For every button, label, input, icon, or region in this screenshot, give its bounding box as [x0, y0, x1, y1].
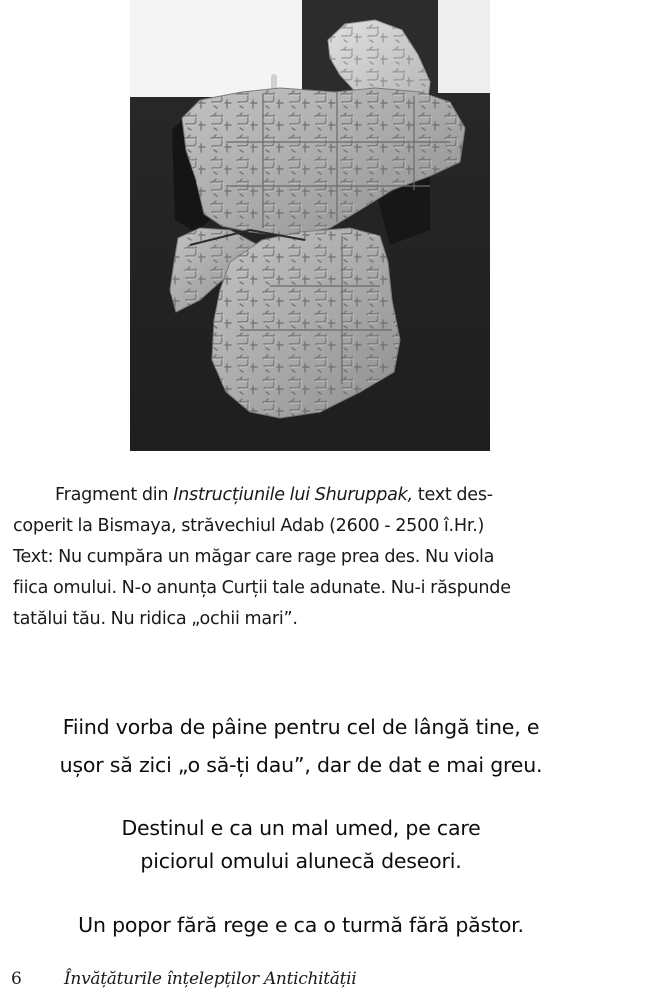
tablet-photo	[130, 0, 490, 451]
caption-line-4: fiica omului. N-o anunța Curții tale adunate. Nu-i răspunde	[13, 578, 511, 598]
quote-line: Un popor fără rege e ca o turmă fără păstor.	[78, 913, 524, 937]
caption-line-1	[13, 480, 593, 511]
cuneiform-tablet-image	[130, 0, 490, 451]
page-footer	[0, 963, 657, 995]
quote-line: ușor să zici „o să-ți dau”, dar de dat e mai greu.	[59, 753, 543, 777]
running-title: Învățăturile înțelepților Antichității	[64, 969, 357, 989]
photo-caption	[13, 480, 593, 635]
quote-bread	[0, 708, 602, 784]
caption-line-2: coperit la Bismaya, străvechiul Adab (2600 - 2500 î.Hr.)	[13, 516, 485, 536]
caption-line-5: tatălui tău. Nu ridica „ochii mari”.	[13, 609, 298, 629]
quote-king	[0, 909, 602, 942]
page-number: 6	[11, 969, 22, 989]
quote-line: Destinul e ca un mal umed, pe care	[121, 816, 481, 840]
quote-destiny	[0, 812, 602, 878]
caption-text: text des-	[412, 485, 493, 505]
caption-line-3: Text: Nu cumpăra un măgar care rage prea des. Nu viola	[13, 547, 495, 567]
quote-line: piciorul omului alunecă deseori.	[140, 849, 462, 873]
caption-italic-title: Instrucțiunile lui Shuruppak,	[173, 485, 413, 505]
quote-line: Fiind vorba de pâine pentru cel de lângă tine, e	[62, 715, 540, 739]
caption-text: Fragment din	[55, 485, 174, 505]
